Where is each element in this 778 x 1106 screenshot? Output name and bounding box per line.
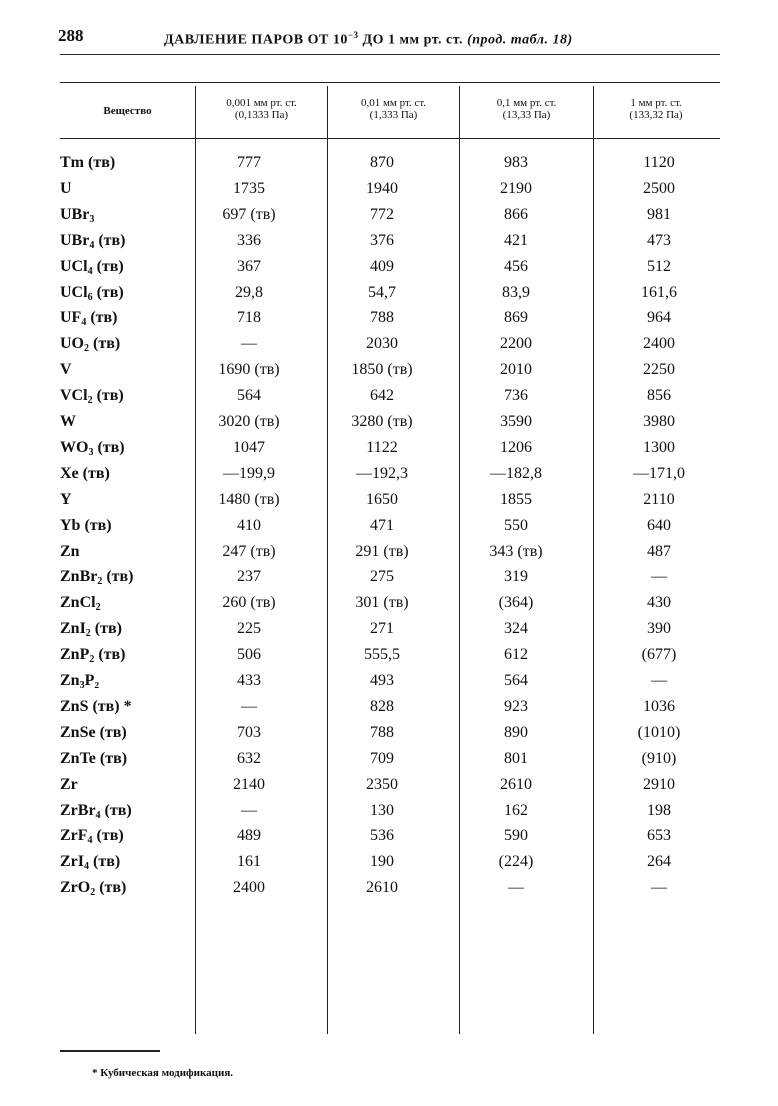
value-cell: 3020 (тв) [218,413,280,430]
value-cell: — [508,879,524,896]
substance-cell: ZnP$_2$ (тв) [60,646,126,665]
value-cell: — [241,698,257,715]
value-cell: 866 [504,206,528,223]
value-cell: 2610 [366,879,398,896]
value-cell: 456 [504,258,528,275]
value-cell: 772 [370,206,394,223]
column-header-substance: Вещество [103,105,152,117]
value-cell: 612 [504,646,528,663]
value-cell: 473 [647,232,671,249]
value-cell: —192,3 [356,465,408,482]
value-cell: 367 [237,258,261,275]
substance-cell: UCl$_4$ (тв) [60,258,124,277]
value-cell: 275 [370,568,394,585]
value-cell: 2400 [643,335,675,352]
value-cell: — [241,335,257,352]
value-cell: 1206 [500,439,532,456]
value-cell: 2250 [643,361,675,378]
value-cell: 870 [370,154,394,171]
column-header-line1: 1 мм рт. ст. [630,97,682,109]
value-cell: 703 [237,724,261,741]
value-cell: 225 [237,620,261,637]
running-head-title: ДАВЛЕНИЕ ПАРОВ ОТ 10 [164,32,348,48]
value-cell: 291 (тв) [355,543,409,560]
value-cell: 1036 [643,698,675,715]
substance-cell: ZnSe (тв) [60,724,127,741]
value-cell: 1300 [643,439,675,456]
value-cell: 736 [504,387,528,404]
value-cell: 247 (тв) [222,543,276,560]
value-cell: 264 [647,853,671,870]
substance-cell: ZnCl$_2$ [60,594,101,613]
substance-cell: UCl$_6$ (тв) [60,284,124,303]
value-cell: 983 [504,154,528,171]
value-cell: 640 [647,517,671,534]
value-cell: 161 [237,853,261,870]
value-cell: 2610 [500,776,532,793]
value-cell: 869 [504,309,528,326]
value-cell: 2400 [233,879,265,896]
value-cell: (910) [641,750,677,767]
page-number: 288 [58,26,84,45]
value-cell: 336 [237,232,261,249]
value-cell: 718 [237,309,261,326]
value-cell: —182,8 [490,465,542,482]
value-cell: 390 [647,620,671,637]
value-cell: 890 [504,724,528,741]
value-cell: 489 [237,827,261,844]
column-header-line2: (0,1333 Па) [234,109,289,121]
value-cell: 1850 (тв) [351,361,413,378]
value-cell: — [651,672,667,689]
running-head-exponent: −3 [347,30,359,40]
value-cell: 709 [370,750,394,767]
substance-cell: Y [60,491,72,508]
value-cell: 324 [504,620,528,637]
value-cell: 923 [504,698,528,715]
value-cell: 29,8 [235,284,263,301]
value-cell: 1122 [366,439,398,456]
substance-cell: $UF_4$ (тв) [60,309,118,328]
value-cell: 271 [370,620,394,637]
column-header [328,97,459,121]
value-cell: 1480 (тв) [218,491,280,508]
substance-cell: UBr$_4$ (тв) [60,232,126,251]
column-header-line2: (13,33 Па) [502,109,551,121]
substance-cell: ZnI$_2$ (тв) [60,620,122,639]
value-cell: 493 [370,672,394,689]
value-cell: 3590 [500,413,532,430]
column-header-line1: 0,01 мм рт. ст. [360,97,427,109]
value-cell: 2200 [500,335,532,352]
value-cell: 54,7 [368,284,396,301]
value-cell: 421 [504,232,528,249]
value-cell: 2350 [366,776,398,793]
value-cell: 433 [237,672,261,689]
column-header-line1: 0,001 мм рт. ст. [226,97,297,109]
value-cell: 319 [504,568,528,585]
value-cell: 653 [647,827,671,844]
value-cell: 801 [504,750,528,767]
value-cell: 376 [370,232,394,249]
column-header [196,97,327,121]
substance-cell: Xe (тв) [60,465,110,482]
substance-cell: $UO_2$ (тв) [60,335,121,354]
column-header-line2: (1,333 Па) [369,109,418,121]
substance-cell: U [60,180,72,197]
value-cell: 697 (тв) [222,206,276,223]
value-cell: 564 [504,672,528,689]
value-cell: 506 [237,646,261,663]
value-cell: 590 [504,827,528,844]
running-head-title-rest: ДО 1 мм рт. ст. [358,32,468,48]
value-cell: 1735 [233,180,265,197]
value-cell: 964 [647,309,671,326]
value-cell: 536 [370,827,394,844]
substance-cell: ZnS (тв) * [60,698,132,715]
column-header [460,97,593,121]
substance-cell: Yb (тв) [60,517,112,534]
column-header-line1: 0,1 мм рт. ст. [496,97,557,109]
value-cell: 856 [647,387,671,404]
value-cell: 430 [647,594,671,611]
value-cell: 642 [370,387,394,404]
value-cell: 409 [370,258,394,275]
value-cell: — [241,802,257,819]
footnote: * Кубическая модификация. [92,1067,234,1079]
value-cell: (364) [498,594,534,611]
running-head-continuation: (прод. табл. 18) [467,32,573,48]
value-cell: 487 [647,543,671,560]
value-cell: 1690 (тв) [218,361,280,378]
value-cell: 632 [237,750,261,767]
value-cell: 828 [370,698,394,715]
value-cell: 788 [370,309,394,326]
substance-cell: ZrF$_4$ (тв) [60,827,124,846]
value-cell: 550 [504,517,528,534]
value-cell: (224) [498,853,534,870]
value-cell: 260 (тв) [222,594,276,611]
value-cell: 190 [370,853,394,870]
column-header-line2: (133,32 Па) [629,109,683,121]
value-cell: 1120 [643,154,675,171]
value-cell: 981 [647,206,671,223]
value-cell: —171,0 [633,465,685,482]
value-cell: 3280 (тв) [351,413,413,430]
value-cell: 130 [370,802,394,819]
substance-cell: VCl$_2$ (тв) [60,387,124,406]
value-cell: 3980 [643,413,675,430]
substance-cell: ZnTe (тв) [60,750,128,767]
substance-cell: ZnBr$_2$ (тв) [60,568,134,587]
substance-cell: ZrBr$_4$ (тв) [60,802,132,821]
value-cell: 512 [647,258,671,275]
substance-cell: $Zn_3P_2$ [60,672,100,691]
running-head [164,30,573,49]
substance-cell: $WO_3$ (тв) [60,439,125,458]
value-cell: (677) [641,646,677,663]
value-cell: 198 [647,802,671,819]
header-rule [60,54,720,55]
value-cell: 564 [237,387,261,404]
value-cell: — [651,568,667,585]
table-header-rule [60,138,720,139]
value-cell: 1940 [366,180,398,197]
value-cell: 2110 [643,491,675,508]
value-cell: 1047 [233,439,265,456]
value-cell: 2140 [233,776,265,793]
value-cell: 2010 [500,361,532,378]
value-cell: 777 [237,154,261,171]
substance-cell: Zn [60,543,80,560]
value-cell: 343 (тв) [489,543,543,560]
value-cell: 2030 [366,335,398,352]
column-header [594,97,718,121]
value-cell: 301 (тв) [355,594,409,611]
value-cell: 2190 [500,180,532,197]
value-cell: 471 [370,517,394,534]
value-cell: 83,9 [502,284,530,301]
value-cell: 162 [504,802,528,819]
value-cell: 788 [370,724,394,741]
substance-cell: Tm (тв) [60,154,116,171]
value-cell: 1855 [500,491,532,508]
value-cell: 2500 [643,180,675,197]
value-cell: 410 [237,517,261,534]
substance-cell: W [60,413,76,430]
substance-cell: UBr$_3$ [60,206,95,225]
value-cell: — [651,879,667,896]
substance-cell: ZrO$_2$ (тв) [60,879,127,898]
substance-cell: Zr [60,776,78,793]
value-cell: 237 [237,568,261,585]
footnote-rule [60,1050,160,1052]
value-cell: —199,9 [223,465,275,482]
substance-cell: ZrI$_4$ (тв) [60,853,121,872]
table-top-rule [60,82,720,83]
substance-cell: V [60,361,72,378]
value-cell: 1650 [366,491,398,508]
value-cell: 161,6 [641,284,677,301]
value-cell: 555,5 [364,646,400,663]
value-cell: 2910 [643,776,675,793]
value-cell: (1010) [637,724,681,741]
